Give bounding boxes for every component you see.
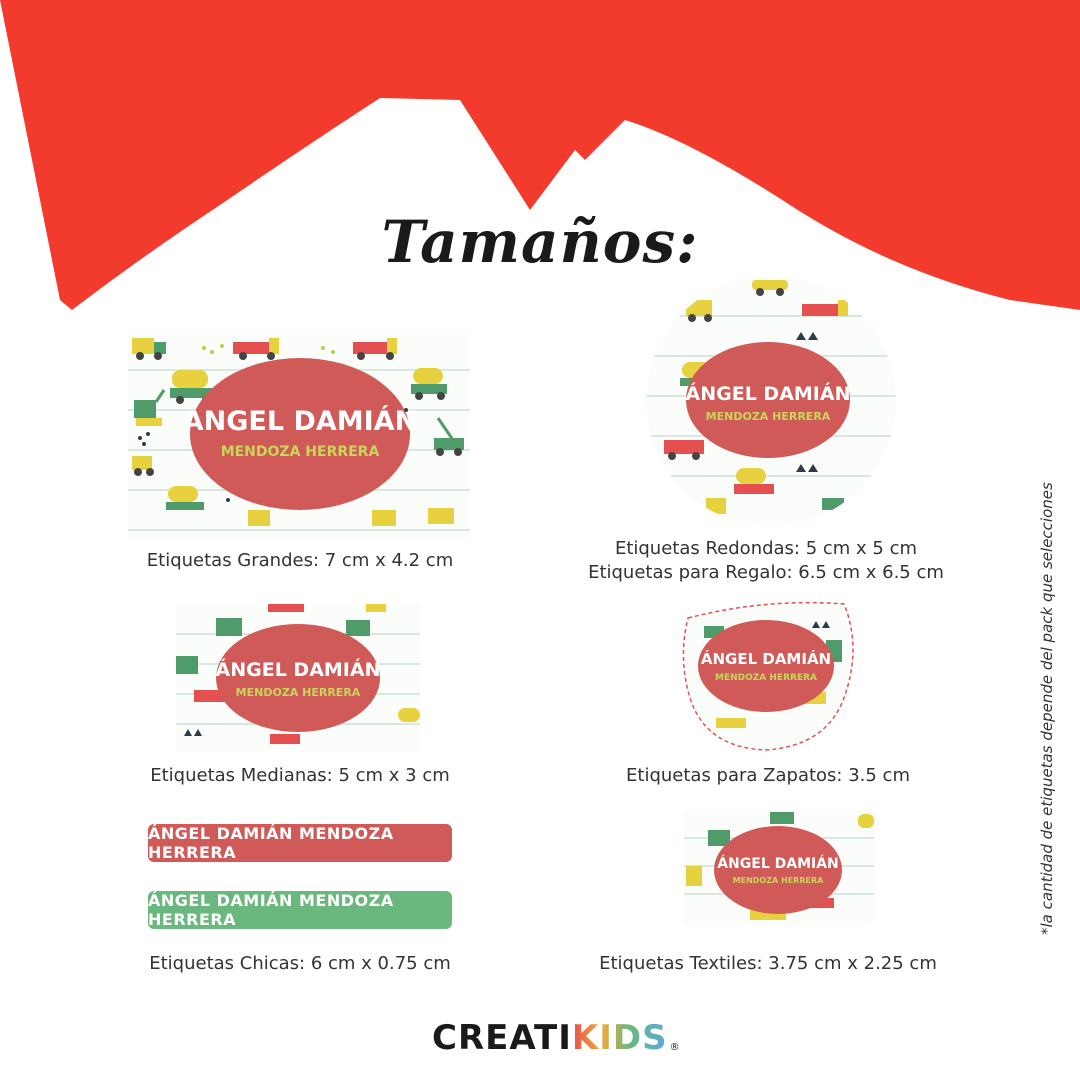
label-zapatos-caption: Etiquetas para Zapatos: 3.5 cm [626,765,910,786]
label-redondas-caption: Etiquetas Redondas: 5 cm x 5 cm [614,538,918,559]
logo-text-creati: CREATI [432,1018,572,1058]
construction-pattern [176,604,420,752]
label-chica-red: ÁNGEL DAMIÁN MENDOZA HERRERA [148,824,452,862]
construction-pattern [676,598,858,752]
label-textiles-caption: Etiquetas Textiles: 3.75 cm x 2.25 cm [599,953,937,974]
truck-icon [752,280,788,296]
label-textiles-preview [684,810,874,924]
excavator-icon [706,498,844,514]
registered-mark: ® [669,1041,680,1053]
construction-pattern [684,810,874,924]
truck-icon [802,300,848,316]
mixer-icon [411,368,447,400]
truck-icon [132,456,154,476]
label-surname: MENDOZA HERRERA [715,673,817,683]
truck-icon [268,604,386,612]
label-name: ÁNGEL DAMIÁN [700,650,832,668]
truck-icon [233,338,279,360]
label-surname: MENDOZA HERRERA [705,410,831,423]
label-chica-green: ÁNGEL DAMIÁN MENDOZA HERRERA [148,891,452,929]
excavator-icon [134,390,164,426]
label-medianas-caption: Etiquetas Medianas: 5 cm x 3 cm [150,765,450,786]
label-chicas-caption: Etiquetas Chicas: 6 cm x 0.75 cm [149,953,451,974]
truck-icon [664,440,704,460]
brand-logo [428,1016,680,1060]
page-title: Tamaños: [381,208,699,276]
label-regalo-caption: Etiquetas para Regalo: 6.5 cm x 6.5 cm [588,562,944,583]
construction-pattern [646,276,896,526]
label-grandes-caption: Etiquetas Grandes: 7 cm x 4.2 cm [146,550,454,571]
excavator-icon [248,508,454,526]
label-surname: MENDOZA HERRERA [220,444,380,460]
label-surname: MENDOZA HERRERA [235,686,361,699]
truck-icon [132,338,166,360]
label-medianas-preview [176,604,420,752]
label-grandes-preview [128,330,470,540]
label-surname: MENDOZA HERRERA [732,876,824,885]
construction-pattern [128,330,470,540]
label-name: ÁNGEL DAMIÁN [182,406,418,437]
truck-icon [353,338,397,360]
label-name: ÁNGEL DAMIÁN [717,856,839,872]
label-name: ÁNGEL DAMIÁN [215,659,381,681]
pack-note: *la cantidad de etiquetas depende del pack que selecciones [1038,482,1056,935]
label-zapatos-preview [676,598,858,752]
logo-text-kids: KIDS [571,1018,668,1058]
label-redondas-preview [646,276,896,526]
label-name: ÁNGEL DAMIÁN [685,383,851,405]
mixer-icon [734,468,774,494]
